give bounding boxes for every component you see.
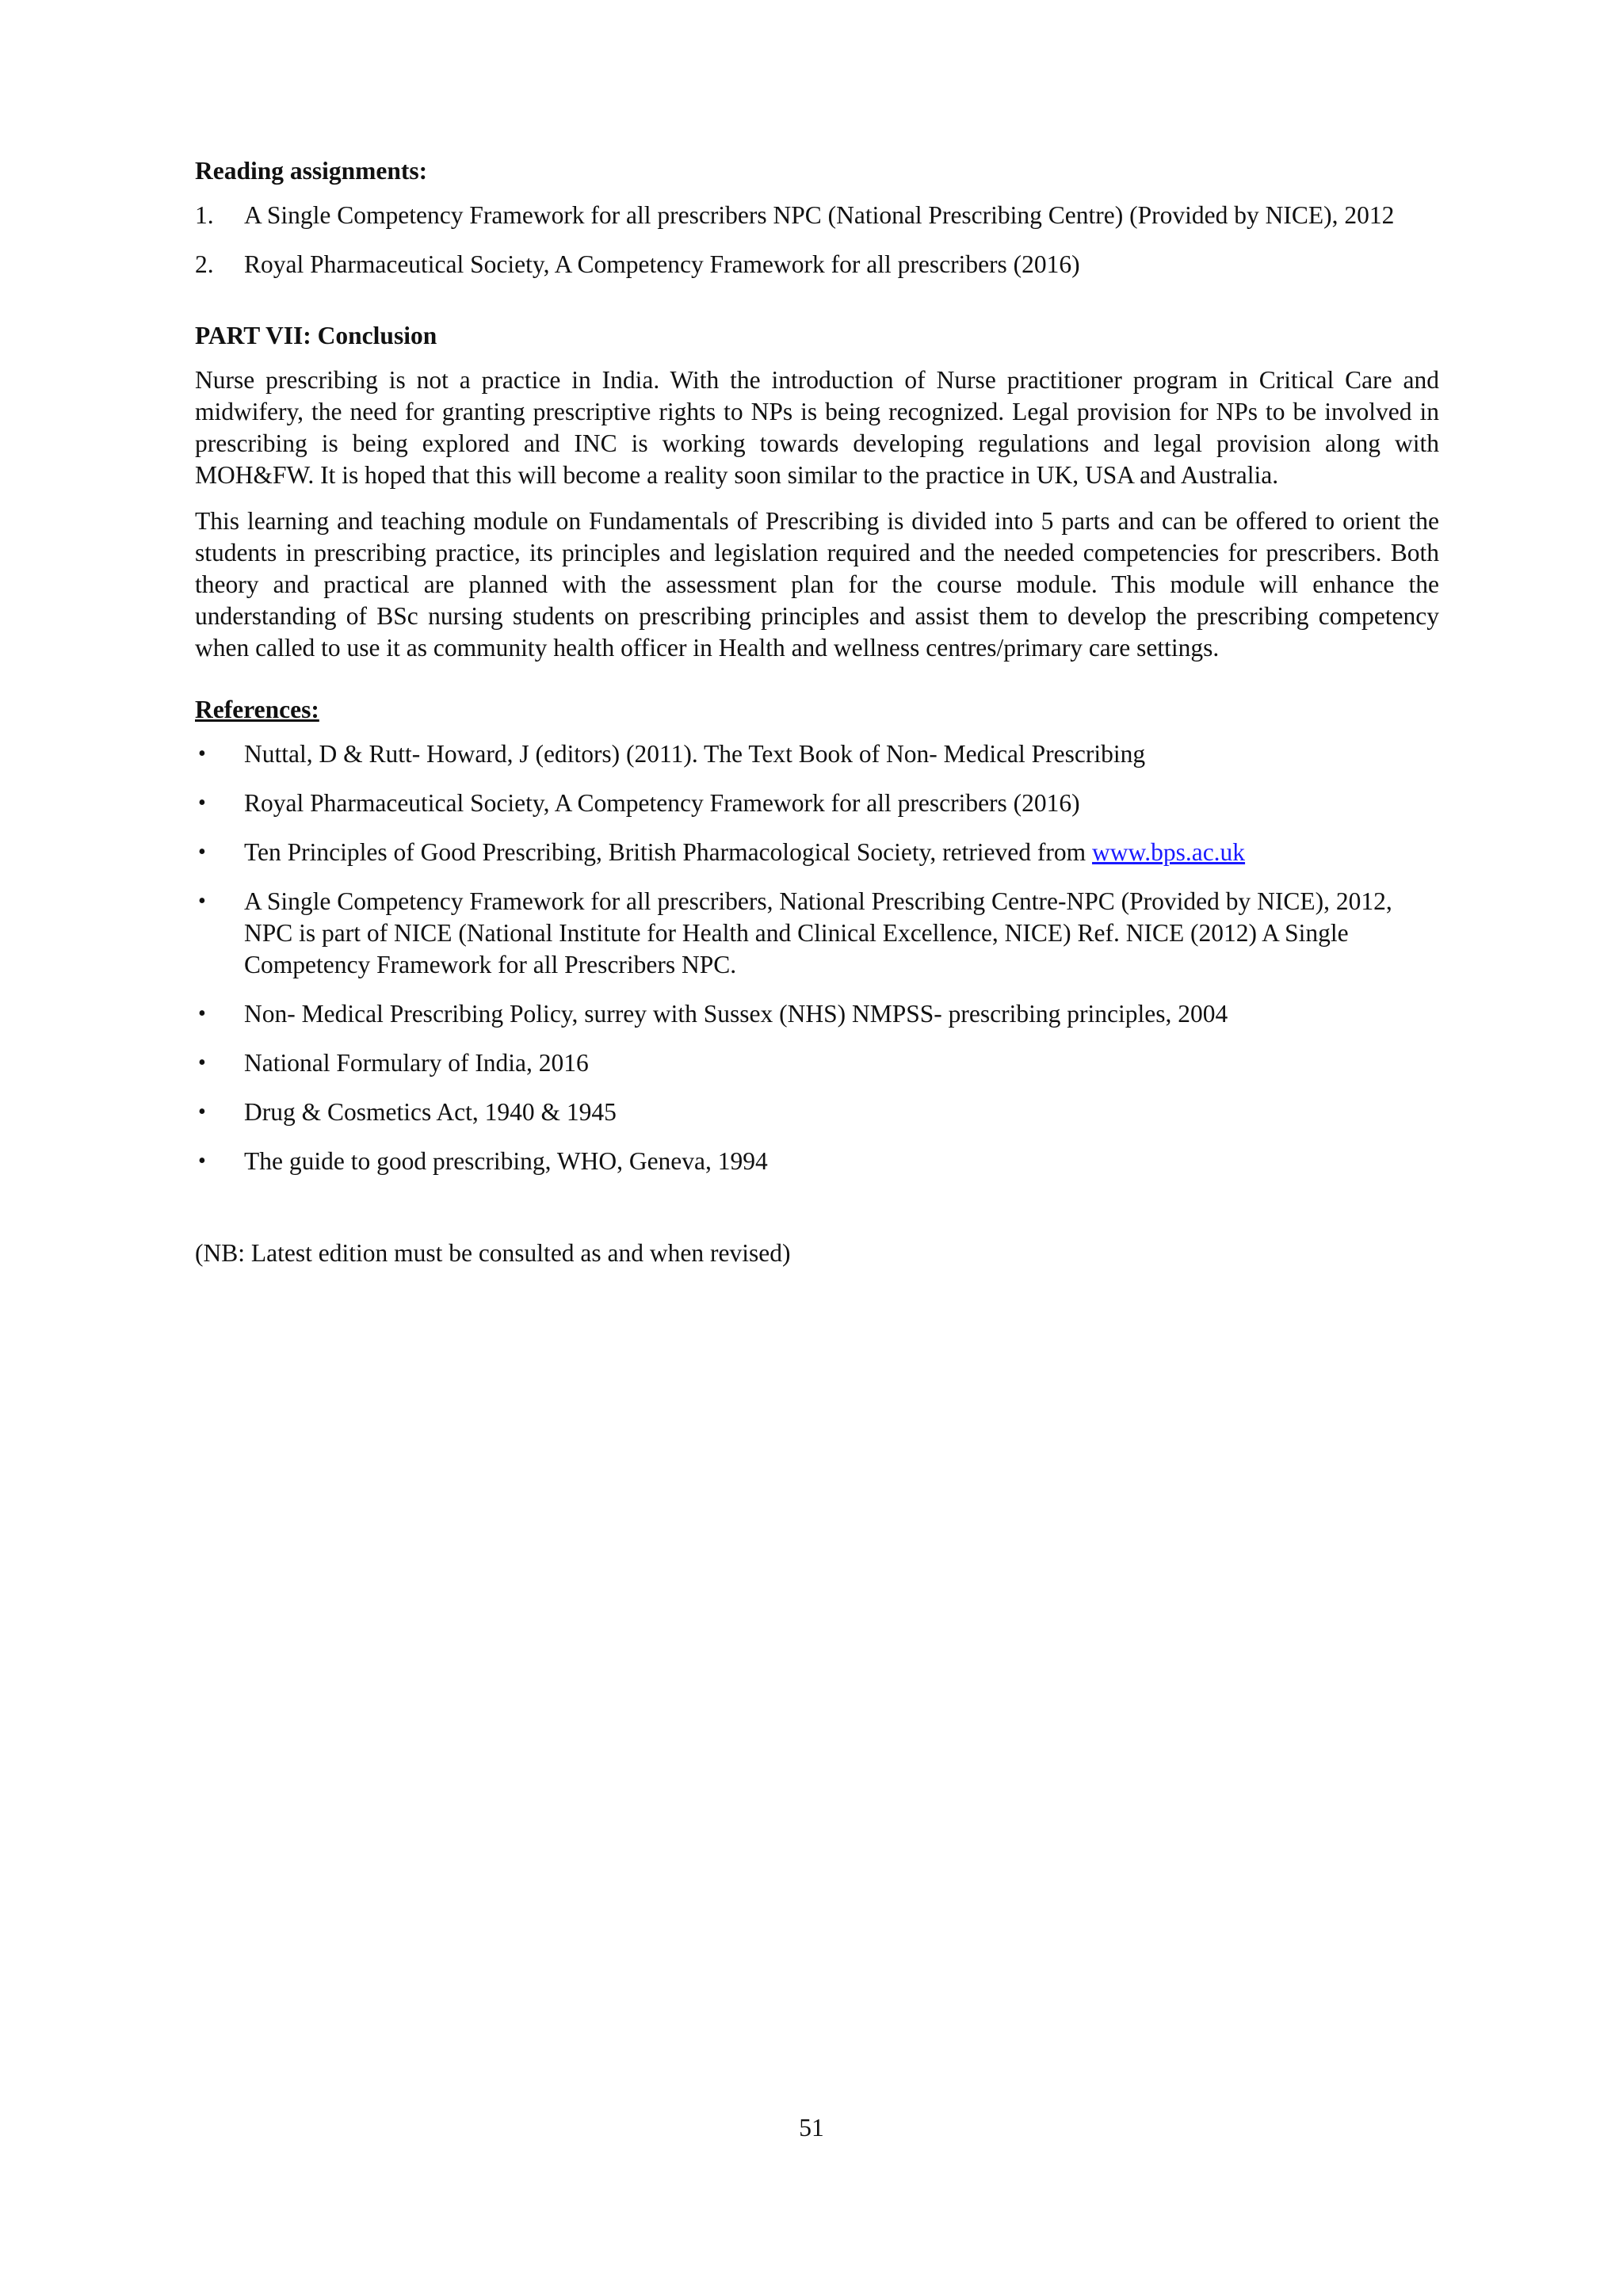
reference-text: Nuttal, D & Rutt- Howard, J (editors) (2011). The Text Book of Non- Medical Prescribing xyxy=(244,740,1146,768)
reference-text: Non- Medical Prescribing Policy, surrey with Sussex (NHS) NMPSS- prescribing principles, 2004 xyxy=(244,1000,1228,1028)
reading-item xyxy=(195,200,1439,231)
reference-text: Royal Pharmaceutical Society, A Competency Framework for all prescribers (2016) xyxy=(244,789,1080,817)
reading-item-text: A Single Competency Framework for all prescribers NPC (National Prescribing Centre) (Provided by NICE), 2012 xyxy=(244,201,1395,229)
list-number: 2. xyxy=(195,250,214,278)
reference-item xyxy=(195,998,1439,1030)
reference-item xyxy=(195,1146,1439,1177)
conclusion-paragraph: This learning and teaching module on Fundamentals of Prescribing is divided into 5 parts and can be offered to orient the students in prescribing practice, its principles and legislation required and the needed competencies for prescribers. Both theory and practical are planned with the assessment plan for the course module. This module will enhance the understanding of BSc nursing students on prescribing principles and assist them to develop the prescribing competency when called to use it as community health officer in Health and wellness centres/primary care settings. xyxy=(195,507,1439,662)
reading-assignments-list xyxy=(195,200,1439,280)
reference-text: National Formulary of India, 2016 xyxy=(244,1049,589,1077)
reading-item xyxy=(195,249,1439,280)
reference-text: A Single Competency Framework for all prescribers, National Prescribing Centre-NPC (Provided by NICE), 2012, NPC is part of NICE (National Institute for Health and Clinical Excellence, NICE) Ref. NICE (2012) A Single Competency Framework for all Prescribers NPC. xyxy=(244,887,1392,978)
references-heading: References: xyxy=(195,696,319,723)
bullet-icon: • xyxy=(198,1149,206,1173)
reference-item xyxy=(195,788,1439,819)
bullet-icon: • xyxy=(198,1001,206,1026)
page-number: 51 xyxy=(799,2114,824,2142)
reference-item xyxy=(195,837,1439,868)
bullet-icon: • xyxy=(198,1100,206,1124)
reference-item xyxy=(195,886,1439,981)
list-number: 1. xyxy=(195,201,214,229)
reference-text: The guide to good prescribing, WHO, Geneva, 1994 xyxy=(244,1147,768,1175)
conclusion-heading: PART VII: Conclusion xyxy=(195,322,437,349)
edition-note: (NB: Latest edition must be consulted as and when revised) xyxy=(195,1239,791,1267)
reference-text: Drug & Cosmetics Act, 1940 & 1945 xyxy=(244,1098,617,1126)
reading-assignments-heading: Reading assignments: xyxy=(195,157,428,185)
bullet-icon: • xyxy=(198,889,206,913)
bullet-icon: • xyxy=(198,1051,206,1075)
reference-item xyxy=(195,738,1439,770)
bullet-icon: • xyxy=(198,840,206,864)
reference-item xyxy=(195,1097,1439,1128)
bps-website-link[interactable]: www.bps.ac.uk xyxy=(1092,838,1246,866)
document-page xyxy=(195,155,1439,1283)
bullet-icon: • xyxy=(198,742,206,766)
reference-item xyxy=(195,1047,1439,1079)
reference-text: Ten Principles of Good Prescribing, British Pharmacological Society, retrieved from xyxy=(244,838,1093,866)
conclusion-paragraph: Nurse prescribing is not a practice in India. With the introduction of Nurse practitioner program in Critical Care and midwifery, the need for granting prescriptive rights to NPs is being recognized. Legal provision for NPs to be involved in prescribing is being explored and INC is working towards developing regulations and legal provision along with MOH&FW. It is hoped that this will become a reality soon similar to the practice in UK, USA and Australia. xyxy=(195,366,1439,489)
reading-item-text: Royal Pharmaceutical Society, A Competency Framework for all prescribers (2016) xyxy=(244,250,1080,278)
bullet-icon: • xyxy=(198,791,206,815)
references-list xyxy=(195,738,1439,1177)
